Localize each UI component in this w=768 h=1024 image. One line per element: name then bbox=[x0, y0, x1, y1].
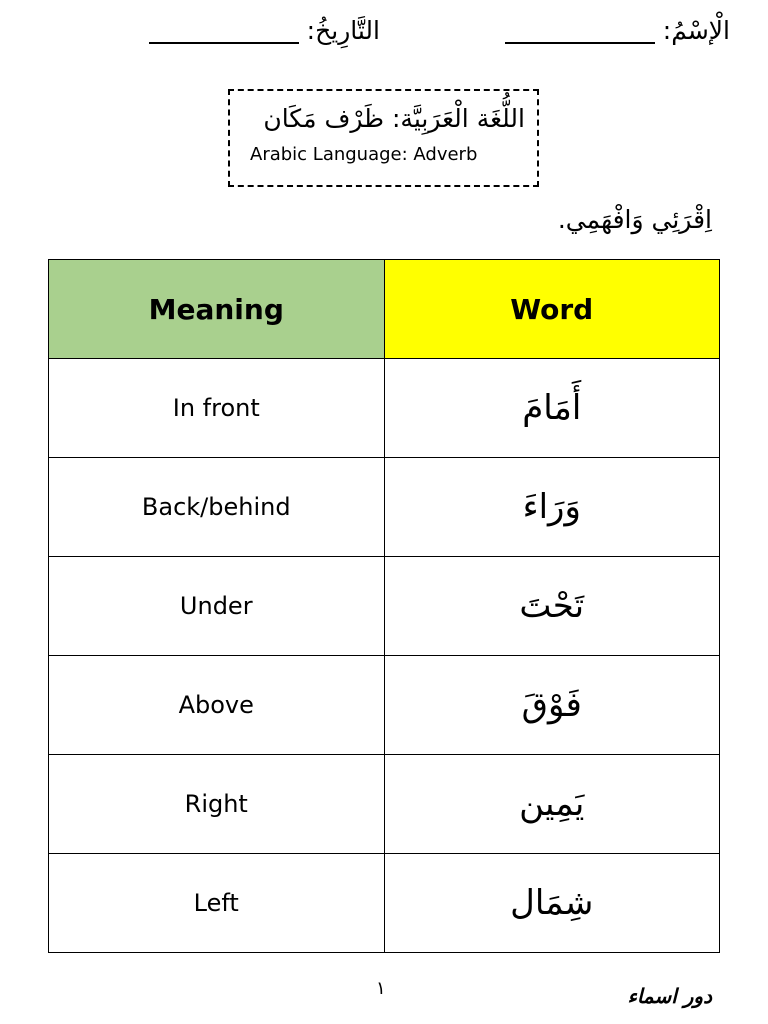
arabic-title: اللُّغَة الْعَرَبِيَّة: ظَرْف مَكَان bbox=[263, 104, 525, 133]
table-row bbox=[49, 557, 720, 656]
table-row bbox=[49, 458, 720, 557]
name-blank-line[interactable] bbox=[505, 41, 655, 44]
date-blank-line[interactable] bbox=[149, 41, 299, 44]
table-row bbox=[49, 854, 720, 953]
name-label: الْإسْمُ: bbox=[662, 16, 730, 45]
meaning-cell: Above bbox=[49, 656, 385, 755]
meaning-cell: Under bbox=[49, 557, 385, 656]
instruction-text: اِقْرَئِي وَافْهَمِي. bbox=[557, 205, 712, 234]
name-field[interactable] bbox=[505, 8, 730, 48]
table-header-row bbox=[49, 260, 720, 359]
word-column-header: Word bbox=[384, 260, 720, 359]
table-row bbox=[49, 755, 720, 854]
english-title: Arabic Language: Adverb bbox=[250, 144, 478, 165]
date-label: التَّارِيخُ: bbox=[306, 16, 380, 45]
vocabulary-table bbox=[48, 259, 720, 953]
title-box bbox=[228, 89, 539, 187]
author-signature: دور اسماء bbox=[627, 984, 712, 1008]
meaning-column-header: Meaning bbox=[49, 260, 385, 359]
word-cell: شِمَال bbox=[384, 854, 720, 953]
table-row bbox=[49, 359, 720, 458]
meaning-cell: Back/behind bbox=[49, 458, 385, 557]
meaning-cell: In front bbox=[49, 359, 385, 458]
page-number: ١ bbox=[376, 978, 386, 999]
word-cell: فَوْقَ bbox=[384, 656, 720, 755]
meaning-cell: Left bbox=[49, 854, 385, 953]
word-cell: يَمِين bbox=[384, 755, 720, 854]
meaning-cell: Right bbox=[49, 755, 385, 854]
date-field[interactable] bbox=[149, 8, 380, 48]
word-cell: وَرَاءَ bbox=[384, 458, 720, 557]
word-cell: أَمَامَ bbox=[384, 359, 720, 458]
table-row bbox=[49, 656, 720, 755]
word-cell: تَحْتَ bbox=[384, 557, 720, 656]
